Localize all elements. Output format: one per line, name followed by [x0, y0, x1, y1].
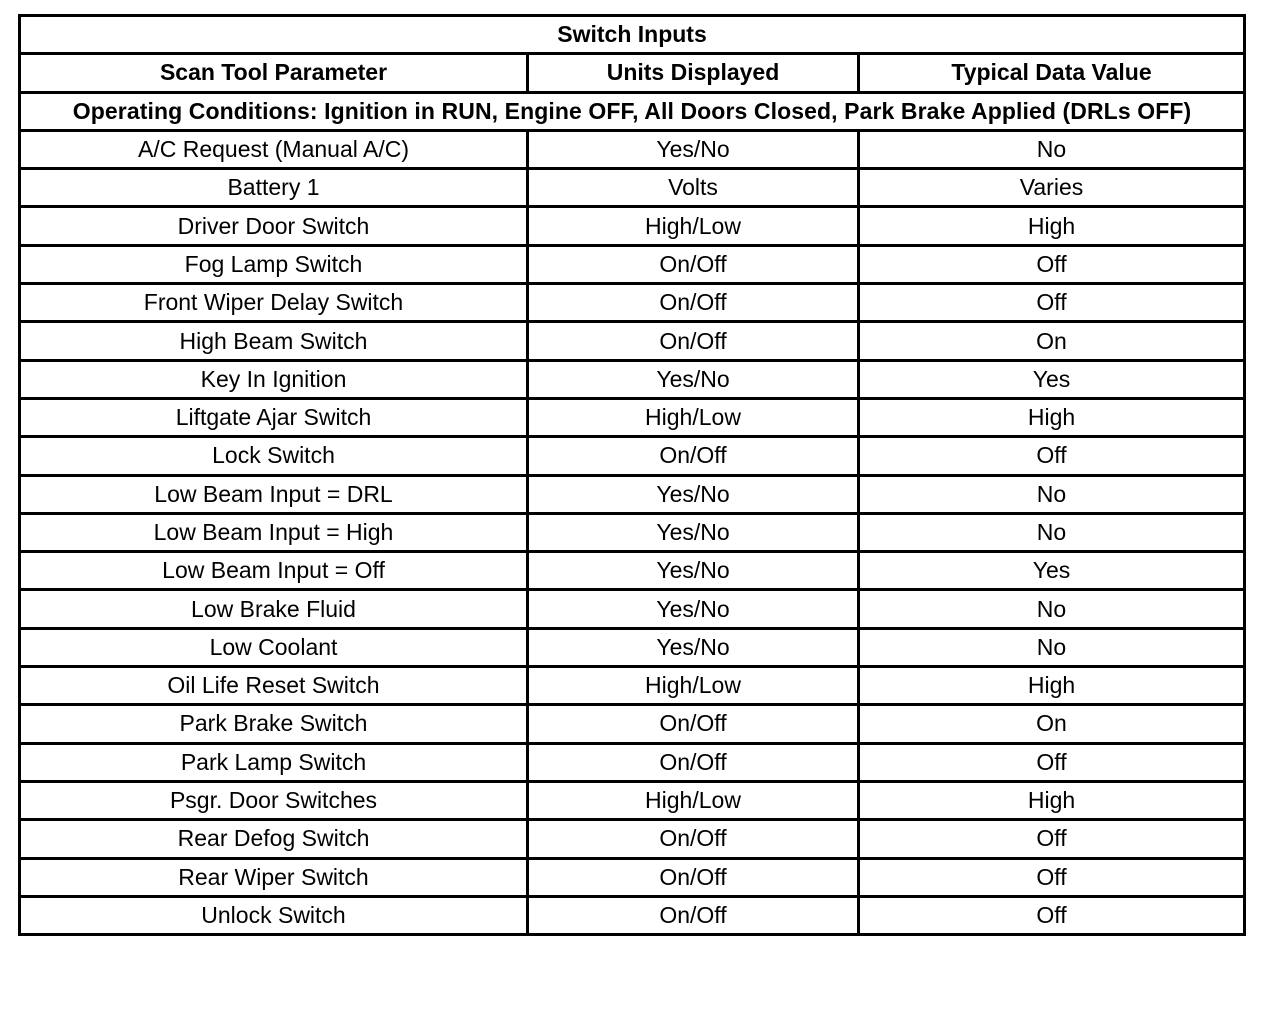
- table-title: Switch Inputs: [20, 16, 1245, 54]
- switch-inputs-table: [18, 14, 1246, 936]
- units-cell: Yes/No: [528, 513, 859, 551]
- units-cell: Volts: [528, 169, 859, 207]
- parameter-cell: Rear Wiper Switch: [20, 858, 528, 896]
- table-row: [20, 896, 1245, 934]
- units-cell: On/Off: [528, 743, 859, 781]
- units-cell: On/Off: [528, 284, 859, 322]
- table-row: [20, 552, 1245, 590]
- units-cell: On/Off: [528, 820, 859, 858]
- typical-value-cell: On: [859, 322, 1245, 360]
- table-row: [20, 705, 1245, 743]
- typical-value-cell: No: [859, 475, 1245, 513]
- units-cell: Yes/No: [528, 475, 859, 513]
- parameter-cell: Low Beam Input = High: [20, 513, 528, 551]
- parameter-cell: Battery 1: [20, 169, 528, 207]
- units-cell: Yes/No: [528, 130, 859, 168]
- parameter-cell: A/C Request (Manual A/C): [20, 130, 528, 168]
- table-row: [20, 130, 1245, 168]
- table-row: [20, 858, 1245, 896]
- parameter-cell: Low Beam Input = Off: [20, 552, 528, 590]
- column-header-parameter: Scan Tool Parameter: [20, 54, 528, 92]
- parameter-cell: Key In Ignition: [20, 360, 528, 398]
- parameter-cell: Low Brake Fluid: [20, 590, 528, 628]
- table-row: [20, 820, 1245, 858]
- typical-value-cell: Yes: [859, 552, 1245, 590]
- title-row: [20, 16, 1245, 54]
- parameter-cell: Unlock Switch: [20, 896, 528, 934]
- table-row: [20, 437, 1245, 475]
- column-header-units: Units Displayed: [528, 54, 859, 92]
- table-row: [20, 743, 1245, 781]
- units-cell: Yes/No: [528, 552, 859, 590]
- units-cell: Yes/No: [528, 590, 859, 628]
- parameter-cell: Driver Door Switch: [20, 207, 528, 245]
- units-cell: On/Off: [528, 245, 859, 283]
- typical-value-cell: Off: [859, 437, 1245, 475]
- units-cell: High/Low: [528, 398, 859, 436]
- operating-conditions: Operating Conditions: Ignition in RUN, Engine OFF, All Doors Closed, Park Brake Applied (DRLs OFF): [20, 92, 1245, 130]
- table-row: [20, 284, 1245, 322]
- table-row: [20, 360, 1245, 398]
- parameter-cell: High Beam Switch: [20, 322, 528, 360]
- header-row: [20, 54, 1245, 92]
- typical-value-cell: No: [859, 628, 1245, 666]
- units-cell: On/Off: [528, 437, 859, 475]
- parameter-cell: Park Lamp Switch: [20, 743, 528, 781]
- typical-value-cell: Off: [859, 284, 1245, 322]
- table-row: [20, 245, 1245, 283]
- typical-value-cell: No: [859, 130, 1245, 168]
- typical-value-cell: Yes: [859, 360, 1245, 398]
- parameter-cell: Oil Life Reset Switch: [20, 667, 528, 705]
- column-header-typical-value: Typical Data Value: [859, 54, 1245, 92]
- units-cell: High/Low: [528, 207, 859, 245]
- typical-value-cell: Off: [859, 896, 1245, 934]
- parameter-cell: Rear Defog Switch: [20, 820, 528, 858]
- parameter-cell: Front Wiper Delay Switch: [20, 284, 528, 322]
- typical-value-cell: On: [859, 705, 1245, 743]
- typical-value-cell: Varies: [859, 169, 1245, 207]
- units-cell: On/Off: [528, 896, 859, 934]
- units-cell: Yes/No: [528, 360, 859, 398]
- typical-value-cell: Off: [859, 820, 1245, 858]
- units-cell: On/Off: [528, 858, 859, 896]
- units-cell: High/Low: [528, 781, 859, 819]
- table-row: [20, 322, 1245, 360]
- table-row: [20, 475, 1245, 513]
- units-cell: On/Off: [528, 705, 859, 743]
- table-row: [20, 169, 1245, 207]
- operating-conditions-row: [20, 92, 1245, 130]
- parameter-cell: Lock Switch: [20, 437, 528, 475]
- typical-value-cell: Off: [859, 858, 1245, 896]
- table-row: [20, 781, 1245, 819]
- typical-value-cell: No: [859, 513, 1245, 551]
- parameter-cell: Psgr. Door Switches: [20, 781, 528, 819]
- typical-value-cell: High: [859, 781, 1245, 819]
- parameter-cell: Low Beam Input = DRL: [20, 475, 528, 513]
- typical-value-cell: High: [859, 667, 1245, 705]
- parameter-cell: Park Brake Switch: [20, 705, 528, 743]
- units-cell: High/Low: [528, 667, 859, 705]
- parameter-cell: Liftgate Ajar Switch: [20, 398, 528, 436]
- units-cell: Yes/No: [528, 628, 859, 666]
- parameter-cell: Fog Lamp Switch: [20, 245, 528, 283]
- table-row: [20, 207, 1245, 245]
- table-row: [20, 628, 1245, 666]
- typical-value-cell: High: [859, 398, 1245, 436]
- typical-value-cell: Off: [859, 245, 1245, 283]
- typical-value-cell: No: [859, 590, 1245, 628]
- typical-value-cell: Off: [859, 743, 1245, 781]
- units-cell: On/Off: [528, 322, 859, 360]
- parameter-cell: Low Coolant: [20, 628, 528, 666]
- table-row: [20, 590, 1245, 628]
- typical-value-cell: High: [859, 207, 1245, 245]
- table-row: [20, 513, 1245, 551]
- table-row: [20, 398, 1245, 436]
- table-row: [20, 667, 1245, 705]
